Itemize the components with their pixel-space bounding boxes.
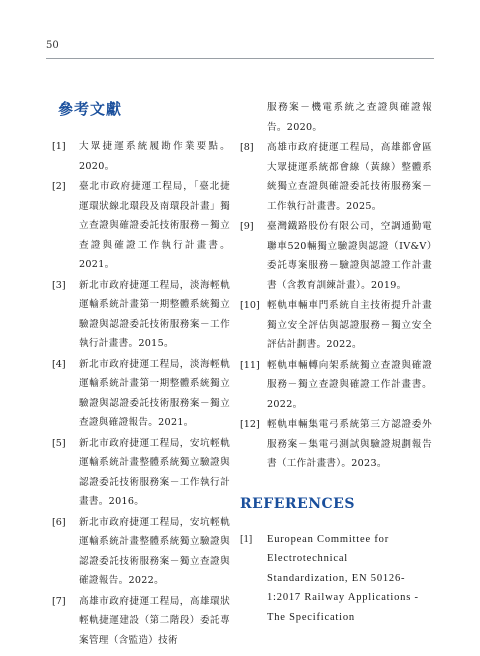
reference-number: [12] (240, 419, 260, 430)
reference-text: 輕軌車輛車門系統自主技術提升計畫獨立安全評估與認證服務－獨立安全評估計劃書。2022。 (267, 300, 432, 350)
reference-number: [10] (240, 300, 260, 311)
reference-number: [1] (52, 141, 66, 152)
reference-number: [8] (240, 142, 254, 153)
reference-number: [11] (240, 359, 260, 371)
reference-item (52, 276, 230, 354)
reference-text: 高雄市政府捷運工程局，高雄環狀輕軌捷運建設（第二階段）委託專案管理（含監造）技術 (79, 595, 230, 646)
reference-text: 臺灣鐵路股份有限公司，空調通勤電聯車520輛獨立驗證與認證（IV&V）委託專案服務－驗證與認證工作計畫書（含教育訓練計畫）。2019。 (267, 221, 432, 291)
reference-text: 臺北市政府捷運工程局，「臺北捷運環狀線北環段及南環段計畫」獨立查證與確證委託技術服務－獨立查證與確證工作執行計畫書。2021。 (79, 181, 230, 270)
reference-number: [1] (240, 533, 253, 545)
reference-number: [6] (52, 516, 66, 528)
reference-number: [5] (52, 437, 66, 449)
reference-number: [4] (52, 358, 66, 370)
reference-text: 新北市政府捷運工程局，安坑輕軌運輸系統計畫整體系統獨立驗證與認證委託技術服務案－工作執行計畫書。2016。 (79, 437, 230, 507)
reference-number: [2] (52, 181, 66, 192)
reference-item (240, 138, 432, 216)
reference-text: 大眾捷運系統履勘作業要點。2020。 (79, 141, 230, 172)
reference-text: 服務案－機電系統之查證與確證報告。2020。 (267, 102, 432, 133)
reference-item (52, 355, 230, 433)
reference-text: 新北市政府捷運工程局，安坑輕軌運輸系統計畫整體系統獨立驗證與認證委託技術服務案－獨立查證與確證報告。2022。 (79, 516, 230, 586)
reference-item (52, 434, 230, 512)
references-title-zh: 參考文獻 (58, 100, 123, 118)
references-title-en: REFERENCES (240, 495, 355, 512)
reference-number: [3] (52, 279, 66, 291)
reference-item (240, 415, 432, 474)
reference-item (52, 592, 230, 651)
reference-item (240, 296, 432, 355)
reference-item (52, 177, 230, 275)
reference-text: 輕軌車輛轉向架系統獨立查證與確證服務－獨立查證與確證工作計畫書。2022。 (267, 359, 432, 410)
page-number: 50 (46, 40, 59, 51)
reference-item (240, 530, 432, 628)
reference-text: European Committee for Electrotechnical Standardization, EN 50126-1:2017 Railway Applications - The Specification (267, 533, 419, 623)
right-column (240, 98, 432, 628)
left-column (52, 98, 230, 651)
reference-item (52, 513, 230, 591)
reference-text: 輕軌車輛集電弓系統第三方認證委外服務案－集電弓測試與驗證規劃報告書（工作計畫書）。2023。 (267, 419, 432, 469)
reference-item (240, 217, 432, 295)
reference-item (240, 356, 432, 415)
reference-item (52, 137, 230, 176)
reference-text: 新北市政府捷運工程局，淡海輕軌運輸系統計畫第一期整體系統獨立驗證與認證委託技術服務案－工作執行計畫書。2015。 (79, 279, 230, 349)
header-rule (46, 58, 434, 59)
reference-text: 高雄市政府捷運工程局，高雄都會區大眾捷運系統都會線（黃線）整體系統獨立查證與確證委託技術服務案－工作執行計畫書。2025。 (267, 142, 432, 212)
reference-number: [7] (52, 595, 66, 607)
reference-number: [9] (240, 221, 254, 232)
reference-text: 新北市政府捷運工程局，淡海輕軌運輸系統計畫第一期整體系統獨立驗證與認證委託技術服務案－獨立查證與確證報告。2021。 (79, 358, 230, 428)
reference-continuation (240, 98, 432, 137)
